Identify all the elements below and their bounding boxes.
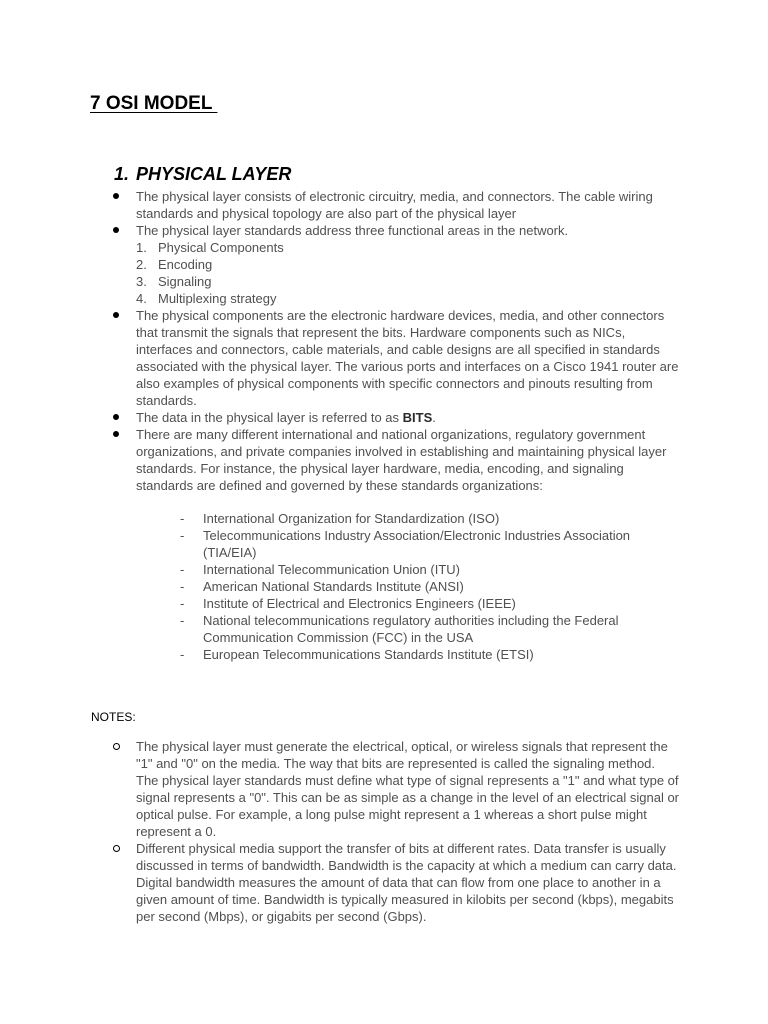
notes-label: NOTES: [91,710,136,724]
circle-bullet-icon [113,743,120,750]
organization-text: European Telecommunications Standards Institute (ETSI) [203,647,534,662]
section-title [114,164,291,185]
bullet-item [0,426,768,494]
organization-text: National telecommunications regulatory authorities including the Federal Communication Commission (FCC) in the USA [203,613,619,645]
list-number: 2. [136,257,147,272]
note-text: Different physical media support the transfer of bits at different rates. Data transfer is usually discussed in terms of bandwidth. Bandwidth is the capacity at which a medium can carry data. Digital bandwidth measures the amount of data that can flow from one place to another in a given amount of time. Bandwidth is typically measured in kilobits per second (kbps), megabits per second (Mbps), or gigabits per second (Gbps). [136,841,677,924]
dash-icon: - [180,528,185,543]
bullet-icon [113,312,119,318]
bullet-item [0,409,768,426]
bullet-text: There are many different international and national organizations, regulatory government organizations, and private companies involved in establishing and maintaining physical layer standards. For instance, the physical layer hardware, media, encoding, and signaling standards are defined and governed by these standards organizations: [136,427,667,493]
bullet-icon [113,431,119,437]
organizations-list [0,510,768,663]
bullet-item [0,188,768,222]
section-title-text: PHYSICAL LAYER [136,164,292,184]
list-item [136,273,682,290]
physical-layer-content [0,188,768,663]
organization-item [0,595,768,612]
organization-item [0,646,768,663]
dash-icon: - [180,511,185,526]
bullet-item [0,222,768,307]
page-title: 7 OSI MODEL [90,93,218,114]
section-number: 1. [114,164,130,184]
bullet-icon [113,414,119,420]
bullet-text: The physical layer consists of electronic circuitry, media, and connectors. The cable wiring standards and physical topology are also part of the physical layer [136,189,653,221]
list-text: Physical Components [158,240,284,255]
note-item [0,738,768,840]
bullet-list [0,188,768,494]
organization-text: Telecommunications Industry Association/Electronic Industries Association (TIA/EIA) [203,528,631,560]
bullet-icon [113,227,119,233]
list-item [136,239,682,256]
dash-icon: - [180,579,185,594]
dash-icon: - [180,613,185,628]
organization-item [0,612,768,646]
list-number: 4. [136,291,147,306]
bullet-text: The physical layer standards address three functional areas in the network. [136,223,569,238]
organization-item [0,561,768,578]
bits-term: BITS [402,410,433,425]
organization-text: Institute of Electrical and Electronics Engineers (IEEE) [203,596,516,611]
list-item [136,256,682,273]
notes-list [0,738,768,925]
bullet-icon [113,193,119,199]
circle-bullet-icon [113,845,120,852]
dash-icon: - [180,596,185,611]
organization-item [0,510,768,527]
note-text: The physical layer must generate the electrical, optical, or wireless signals that represent the "1" and "0" on the media. The way that bits are represented is called the signaling method. The physical layer standards must define what type of signal represents a "1" and what type of signal represents a "0". This can be as simple as a change in the level of an electrical signal or optical pulse. For example, a long pulse might represent a 1 whereas a short pulse might represent a 0. [136,739,680,839]
organization-text: American National Standards Institute (ANSI) [203,579,464,594]
bullet-text: The data in the physical layer is referred to as [136,410,403,425]
organization-item [0,578,768,595]
note-item [0,840,768,925]
bullet-text-end: . [432,410,436,425]
bullet-text: The physical components are the electronic hardware devices, media, and other connectors that transmit the signals that represent the bits. Hardware components such as NICs, interfaces and connectors, cable materials, and cable designs are all specified in standards associated with the physical layer. The various ports and interfaces on a Cisco 1941 router are also examples of physical components with specific connectors and pinouts resulting from standards. [136,308,679,408]
list-text: Encoding [158,257,213,272]
list-text: Signaling [158,274,212,289]
list-item [136,290,682,307]
dash-icon: - [180,647,185,662]
organization-text: International Telecommunication Union (ITU) [203,562,460,577]
organization-text: International Organization for Standardization (ISO) [203,511,500,526]
list-text: Multiplexing strategy [158,291,277,306]
functional-areas-list [136,239,682,307]
organization-item [0,527,768,561]
bullet-item [0,307,768,409]
list-number: 3. [136,274,147,289]
dash-icon: - [180,562,185,577]
list-number: 1. [136,240,147,255]
